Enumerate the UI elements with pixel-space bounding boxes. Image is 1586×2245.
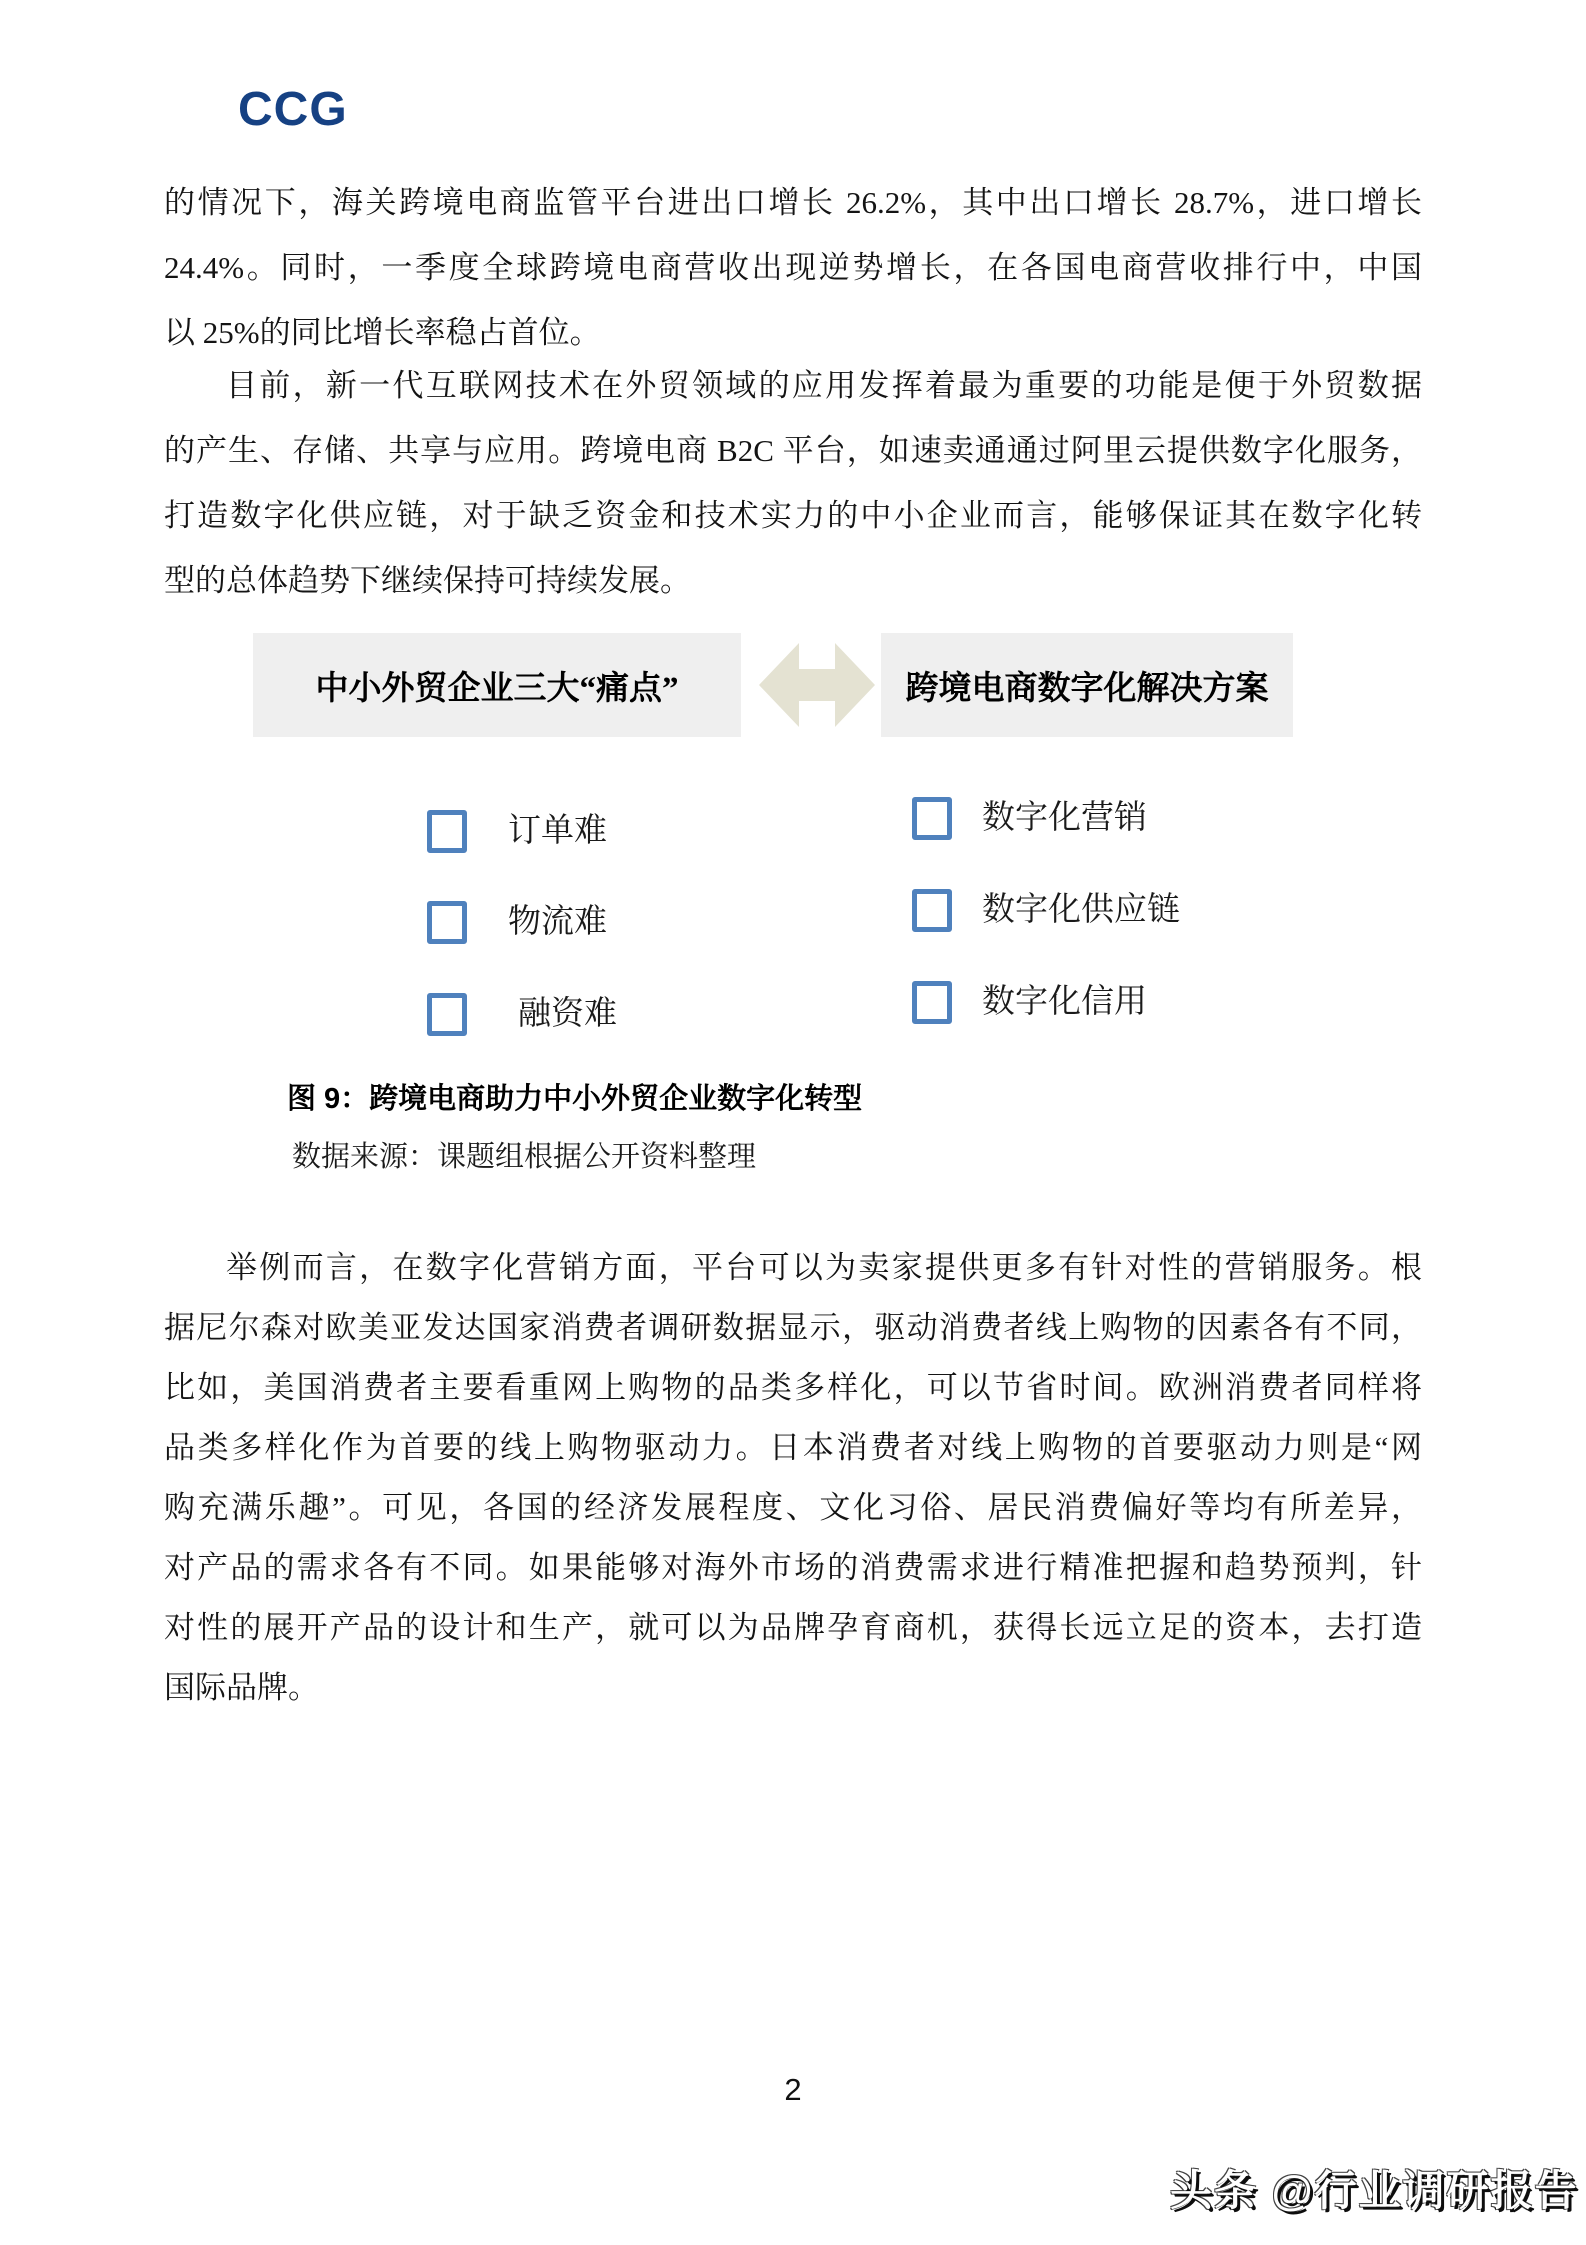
paragraph-line: 以 25%的同比增长率稳占首位。: [164, 315, 601, 350]
paragraph-line: 对性的展开产品的设计和生产，就可以为品牌孕育商机，获得长远立足的资本，去打造: [164, 1610, 1422, 1645]
paragraph-1: [164, 170, 1422, 365]
ccg-logo: CCG: [238, 83, 348, 136]
checkbox-icon: [912, 797, 952, 840]
paragraph-line: 举例而言，在数字化营销方面，平台可以为卖家提供更多有针对性的营销服务。根: [226, 1250, 1422, 1285]
checkbox-icon: [427, 810, 467, 853]
paragraph-line: 购充满乐趣”。可见，各国的经济发展程度、文化习俗、居民消费偏好等均有所差异，: [164, 1490, 1422, 1525]
paragraph-line: 型的总体趋势下继续保持可持续发展。: [164, 563, 691, 598]
watermark: 头条 @行业调研报告: [1170, 2167, 1579, 2214]
paragraph-line: 国际品牌。: [164, 1670, 319, 1705]
paragraph-line: 比如，美国消费者主要看重网上购物的品类多样化，可以节省时间。欧洲消费者同样将: [164, 1370, 1422, 1405]
solution-label: 数字化信用: [982, 984, 1147, 1020]
left-right-arrow-icon: [757, 633, 877, 737]
paragraph-line: 的情况下，海关跨境电商监管平台进出口增长 26.2%，其中出口增长 28.7%，进口增长: [164, 185, 1422, 220]
paragraph-line: 24.4%。同时，一季度全球跨境电商营收出现逆势增长，在各国电商营收排行中，中国: [164, 250, 1422, 285]
solution-label: 数字化营销: [982, 800, 1147, 836]
paragraph-line: 打造数字化供应链，对于缺乏资金和技术实力的中小企业而言，能够保证其在数字化转: [164, 498, 1422, 533]
checkbox-icon: [912, 889, 952, 932]
solution-label: 数字化供应链: [982, 892, 1180, 928]
checkbox-icon: [427, 993, 467, 1036]
checkbox-icon: [912, 981, 952, 1024]
paragraph-line: 目前，新一代互联网技术在外贸领域的应用发挥着最为重要的功能是便于外贸数据: [226, 368, 1422, 403]
figure-caption: 图 9：跨境电商助力中小外贸企业数字化转型: [287, 1083, 863, 1115]
pain-point-label: 物流难: [508, 904, 607, 940]
paragraph-3: [164, 1238, 1422, 1718]
paragraph-line: 对产品的需求各有不同。如果能够对海外市场的消费需求进行精准把握和趋势预判，针: [164, 1550, 1422, 1585]
page-number: 2: [784, 2072, 802, 2107]
pain-point-label: 订单难: [508, 813, 607, 849]
figure-header-pain-points: 中小外贸企业三大“痛点”: [253, 633, 741, 737]
paragraph-line: 的产生、存储、共享与应用。跨境电商 B2C 平台，如速卖通通过阿里云提供数字化服务，: [164, 433, 1422, 468]
pain-point-label: 融资难: [518, 996, 617, 1032]
paragraph-line: 品类多样化作为首要的线上购物驱动力。日本消费者对线上购物的首要驱动力则是“网: [164, 1430, 1422, 1465]
figure-source: 数据来源：课题组根据公开资料整理: [292, 1141, 757, 1173]
paragraph-2: [164, 353, 1422, 613]
checkbox-icon: [427, 901, 467, 944]
paragraph-line: 据尼尔森对欧美亚发达国家消费者调研数据显示，驱动消费者线上购物的因素各有不同，: [164, 1310, 1422, 1345]
figure-header-solutions: 跨境电商数字化解决方案: [881, 633, 1293, 737]
